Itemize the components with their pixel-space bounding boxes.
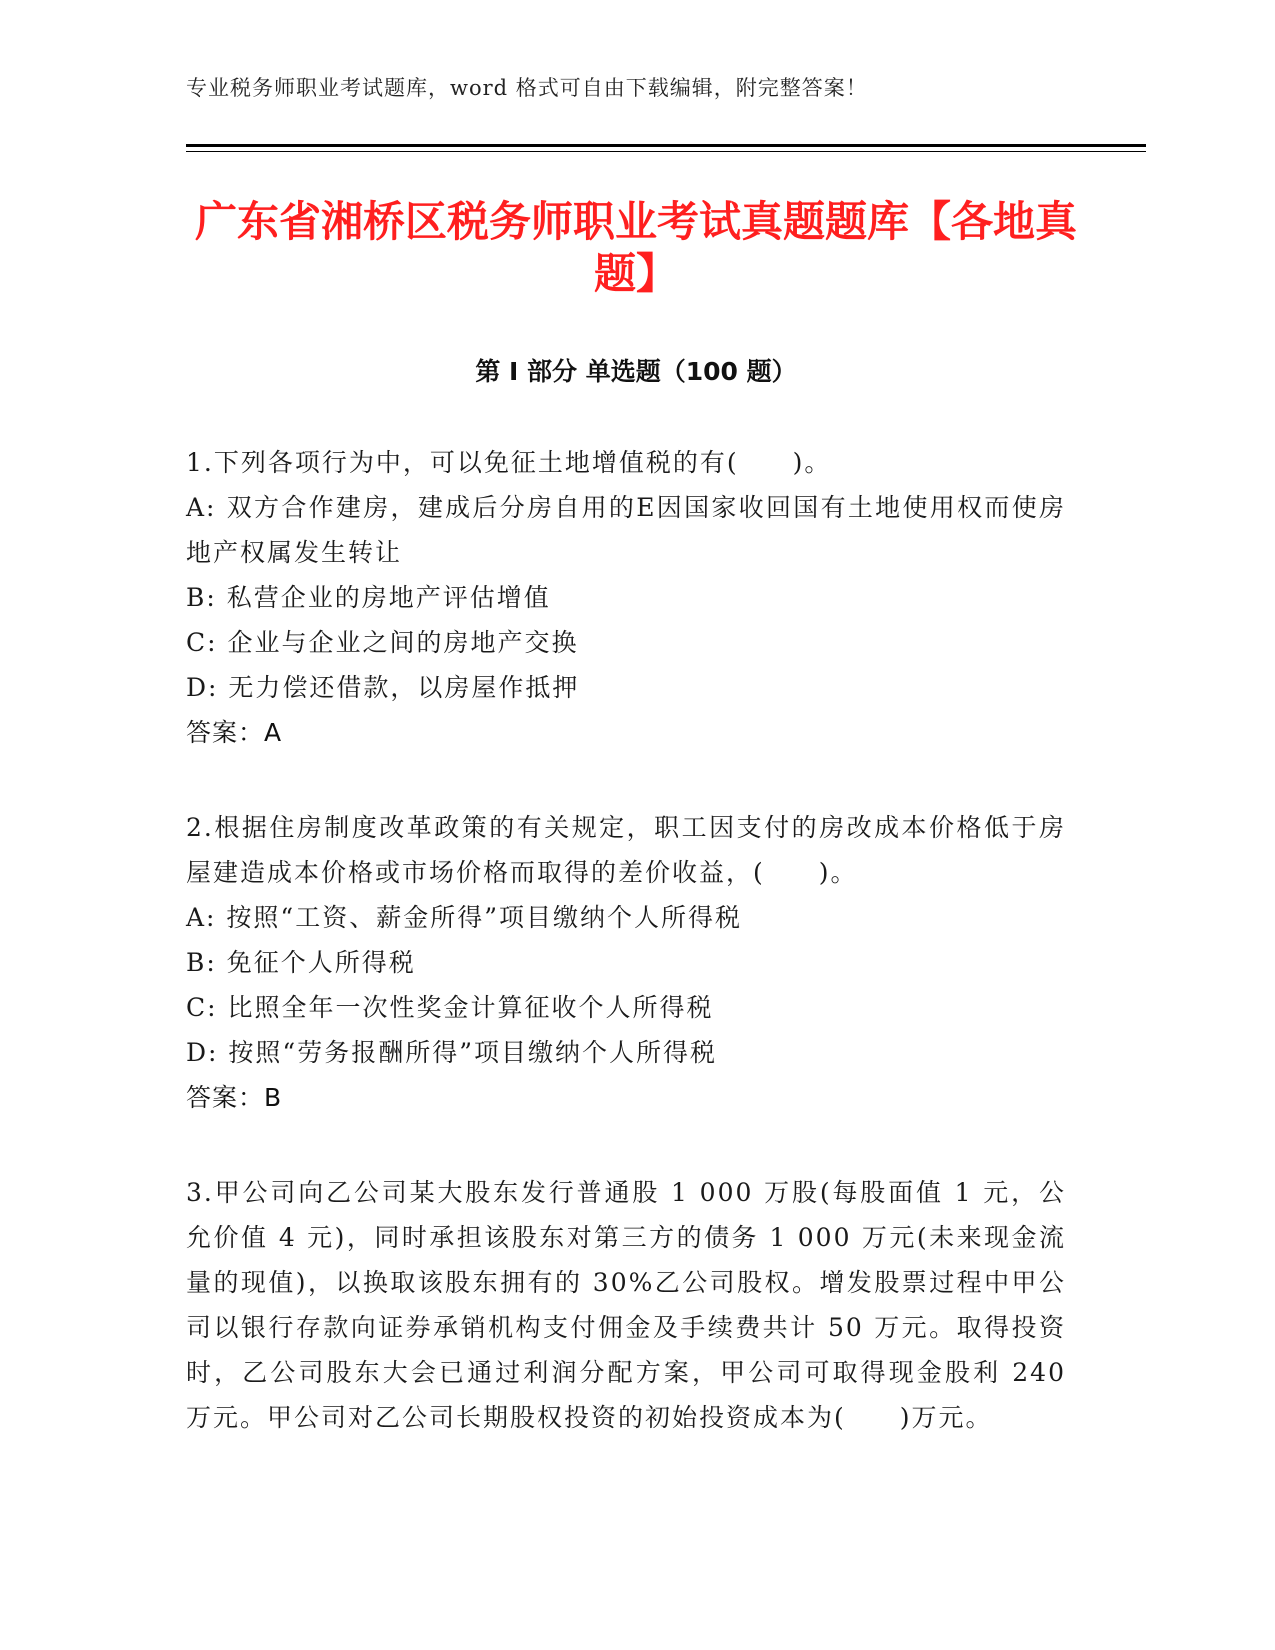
question-1 xyxy=(186,440,1066,755)
question-option: D: 按照“劳务报酬所得”项目缴纳个人所得税 xyxy=(186,1038,717,1067)
question-option: B: 私营企业的房地产评估增值 xyxy=(186,583,551,612)
question-option: B: 免征个人所得税 xyxy=(186,948,416,977)
question-option: C: 企业与企业之间的房地产交换 xyxy=(186,628,579,657)
document-title: 广东省湘桥区税务师职业考试真题题库【各地真题】 xyxy=(194,197,1077,298)
question-option: A: 按照“工资、薪金所得”项目缴纳个人所得税 xyxy=(186,903,742,932)
header-note: 专业税务师职业考试题库，word 格式可自由下载编辑，附完整答案！ xyxy=(186,76,868,100)
question-3 xyxy=(186,1170,1066,1440)
question-stem: 2.根据住房制度改革政策的有关规定，职工因支付的房改成本价格低于房屋建造成本价格或市场价格而取得的差价收益，( )。 xyxy=(186,813,1066,887)
question-option: A: 双方合作建房，建成后分房自用的E因国家收回国有土地使用权而使房地产权属发生转让 xyxy=(186,493,1066,567)
question-option: C: 比照全年一次性奖金计算征收个人所得税 xyxy=(186,993,714,1022)
header-divider-thin xyxy=(186,151,1146,152)
question-list xyxy=(186,440,1066,1490)
question-stem: 3.甲公司向乙公司某大股东发行普通股 1 000 万股(每股面值 1 元，公允价值 4 元)，同时承担该股东对第三方的债务 1 000 万元(未来现金流量的现值)，以换取该股东拥有的 30%乙公司股权。增发股票过程中甲公司以银行存款向证券承销机构支付佣金及手续费共计 50 万元。取得投资时，乙公司股东大会已通过利润分配方案，甲公司可取得现金股利 240 万元。甲公司对乙公司长期股权投资的初始投资成本为( )万元。 xyxy=(186,1178,1066,1432)
question-2 xyxy=(186,805,1066,1120)
question-stem: 1.下列各项行为中，可以免征土地增值税的有( )。 xyxy=(186,448,832,477)
question-answer: 答案：B xyxy=(186,1083,283,1112)
header-divider-thick xyxy=(186,144,1146,147)
question-answer: 答案：A xyxy=(186,718,283,747)
question-option: D: 无力偿还借款，以房屋作抵押 xyxy=(186,673,580,702)
section-title: 第 I 部分 单选题（100 题） xyxy=(475,357,797,386)
